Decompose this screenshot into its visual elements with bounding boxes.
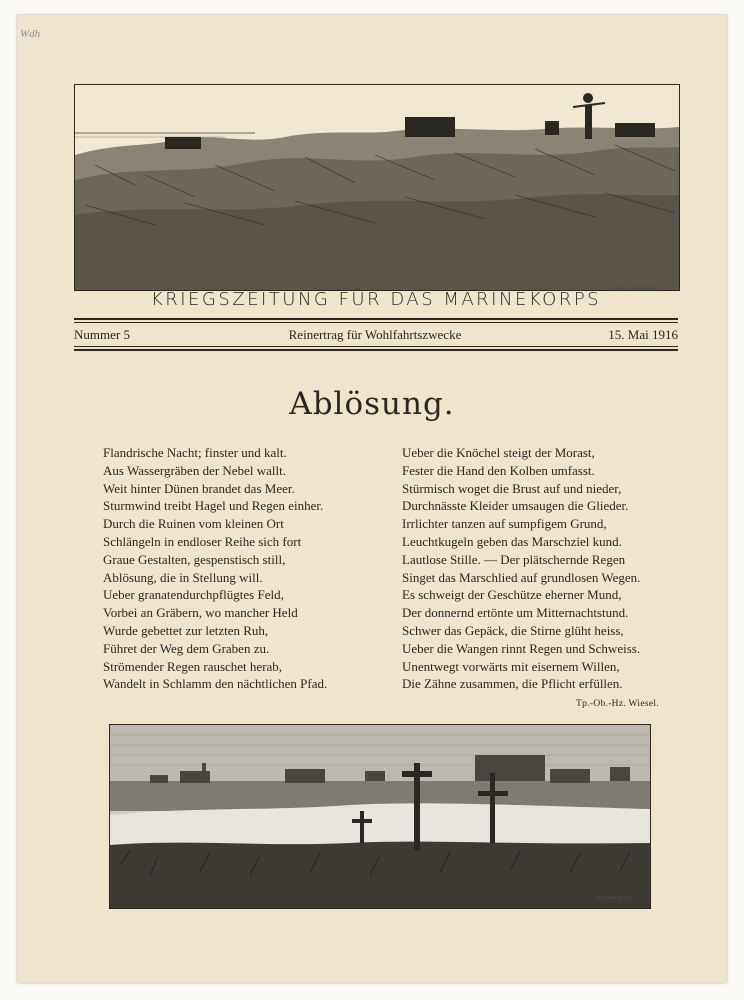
poem-line: Singet das Marschlied auf grundlosen Wegen. <box>402 569 641 585</box>
poem-line: Leuchtkugeln geben das Marschziel kund. <box>402 533 622 549</box>
flooded-field-graves-drawing <box>110 725 650 908</box>
poem-line: Unentwegt vorwärts mit eisernem Willen, <box>402 658 620 674</box>
dune-landscape-drawing <box>75 85 679 290</box>
poem-author: Tp.-Ob.-Hz. Wiesel. <box>576 699 659 709</box>
illustration-signature: E. Schleinitz 1916 <box>597 896 634 901</box>
poem-left-column <box>103 444 327 693</box>
poem-line: Ablösung, die in Stellung will. <box>103 569 263 585</box>
issue-date: 15. Mai 1916 <box>608 327 678 342</box>
poem-line: Die Zähne zusammen, die Pflicht erfüllen. <box>402 676 623 692</box>
margin-note: Wdh <box>20 28 41 40</box>
proceeds-note: Reinertrag für Wohlfahrtszwecke <box>288 327 462 342</box>
rule-bottom-thin <box>74 346 678 347</box>
poem-line: Wurde gebettet zur letzten Ruh, <box>103 622 269 638</box>
graveyard-illustration <box>109 724 651 909</box>
rule-bottom <box>74 349 678 351</box>
poem-line: Lautlose Stille. — Der plätschernde Regen <box>402 551 626 567</box>
poem-line: Ueber die Knöchel steigt der Morast, <box>402 445 595 460</box>
poem-line: Wandelt in Schlamm den nächtlichen Pfad. <box>103 676 328 692</box>
rule-top-thin <box>74 322 678 323</box>
rule-top <box>74 318 678 320</box>
poem-line: Irrlichter tanzen auf sumpfigem Grund, <box>402 516 607 532</box>
masthead-artist-signature: Ernst Schleinitz <box>614 285 659 293</box>
poem-line: Vorbei an Gräbern, wo mancher Held <box>103 605 298 621</box>
poem-title: Ablösung. <box>289 386 455 422</box>
poem-line: Strömender Regen rauschet herab, <box>103 658 283 674</box>
poem-line: Ueber granatendurchpflügtes Feld, <box>103 587 284 603</box>
masthead-illustration <box>74 84 680 291</box>
poem-line: Fester die Hand den Kolben umfasst. <box>402 462 595 478</box>
poem-line: Stürmisch woget die Brust auf und nieder, <box>402 480 622 496</box>
poem-line: Graue Gestalten, gespenstisch still, <box>103 551 286 567</box>
poem-line: Schwer das Gepäck, die Stirne glüht heiss, <box>402 622 624 638</box>
poem-line: Durchnässte Kleider umsaugen die Glieder. <box>402 498 629 514</box>
poem-line: Durch die Ruinen vom kleinen Ort <box>103 516 284 532</box>
issue-number: Nummer 5 <box>74 327 130 342</box>
newspaper-subtitle: KRIEGSZEITUNG FÜR DAS MARINEKORPS <box>150 289 602 310</box>
poem-line: Schlängeln in endloser Reihe sich fort <box>103 533 302 549</box>
poem-line: Der donnernd ertönte um Mitternachtstund. <box>402 605 629 621</box>
poem-line: Flandrische Nacht; finster und kalt. <box>103 445 287 460</box>
poem-line: Weit hinter Dünen brandet das Meer. <box>103 480 295 496</box>
poem-line: Es schweigt der Geschütze eherner Mund, <box>402 587 622 603</box>
poem-line: Aus Wassergräben der Nebel wallt. <box>103 462 286 478</box>
poem-line: Sturmwind treibt Hagel und Regen einher. <box>103 498 324 514</box>
poem-line: Ueber die Wangen rinnt Regen und Schweiss. <box>402 640 641 656</box>
poem-right-column <box>402 444 640 693</box>
poem-line: Führet der Weg dem Graben zu. <box>103 640 270 656</box>
